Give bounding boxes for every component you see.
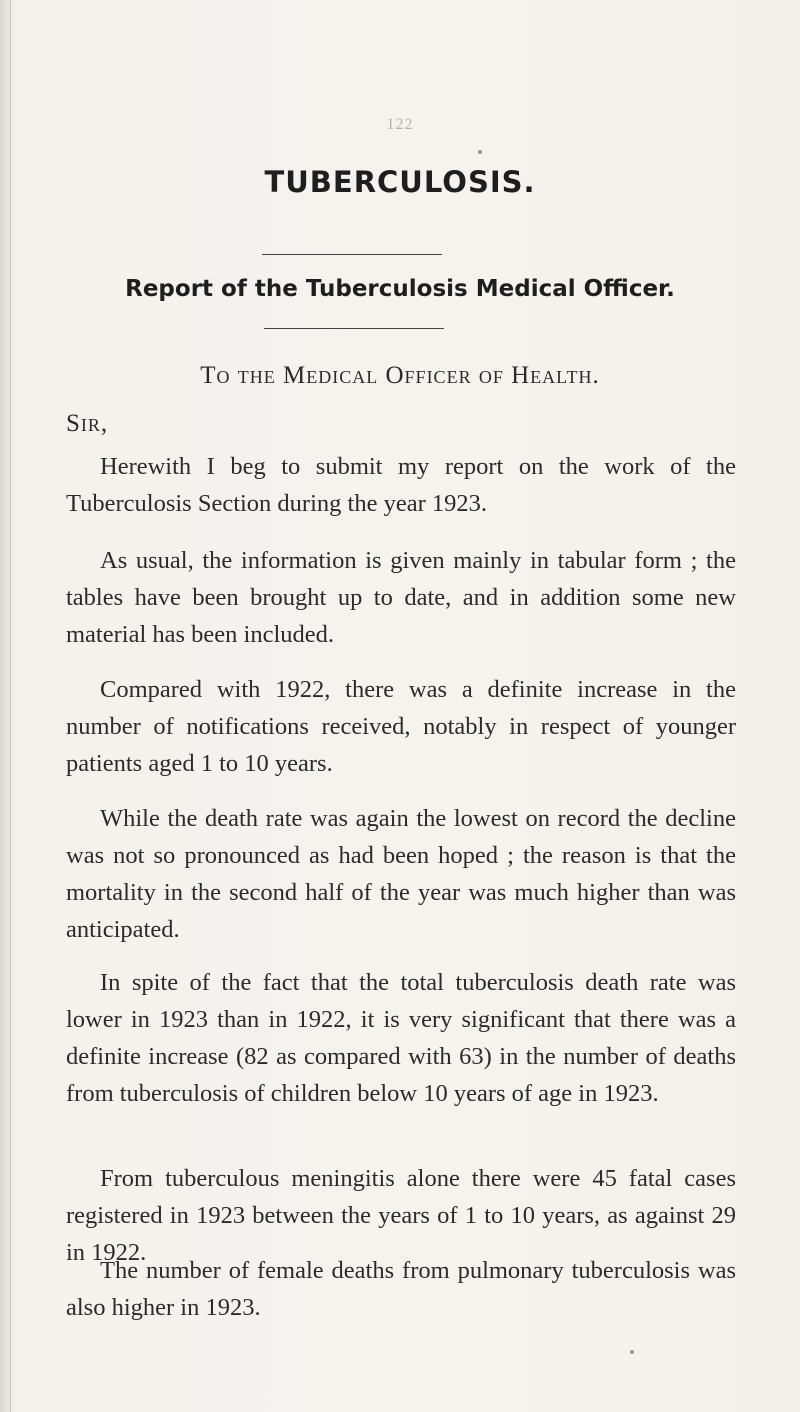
binding-edge	[0, 0, 11, 1412]
speck-mark	[478, 150, 482, 154]
divider-bottom	[264, 328, 444, 329]
speck-mark	[630, 1350, 634, 1354]
page-number: 122	[386, 116, 414, 133]
paragraph-3: Compared with 1922, there was a definite increase in the number of notifications received, notably in respect of younger patients aged 1 to 10 years.	[66, 676, 736, 777]
addressee: To the Medical Officer of Health.	[200, 362, 600, 389]
salutation: Sir,	[66, 410, 109, 437]
divider-top	[262, 254, 442, 255]
paragraph-1: Herewith I beg to submit my report on the work of the Tuberculosis Section during the year 1923.	[66, 453, 736, 517]
paragraph-5: In spite of the fact that the total tuberculosis death rate was lower in 1923 than in 1922, it is very significant that there was a definite increase (82 as compared with 63) in the number of deaths from tuberculosis of children below 10 years of age in 1923.	[66, 969, 736, 1107]
paragraph-4: While the death rate was again the lowest on record the decline was not so pronounced as had been hoped ; the reason is that the mortality in the second half of the year was much higher than was anticipated.	[66, 805, 736, 943]
paragraph-2: As usual, the information is given mainly in tabular form ; the tables have been brought up to date, and in addition some new material has been included.	[66, 547, 736, 648]
page-title: TUBERCULOSIS.	[264, 165, 536, 199]
paragraph-6: From tuberculous meningitis alone there were 45 fatal cases registered in 1923 between the years of 1 to 10 years, as against 29 in 1922.	[66, 1165, 736, 1266]
paragraph-7: The number of female deaths from pulmonary tuberculosis was also higher in 1923.	[66, 1257, 736, 1321]
report-subtitle: Report of the Tuberculosis Medical Officer.	[125, 276, 675, 302]
